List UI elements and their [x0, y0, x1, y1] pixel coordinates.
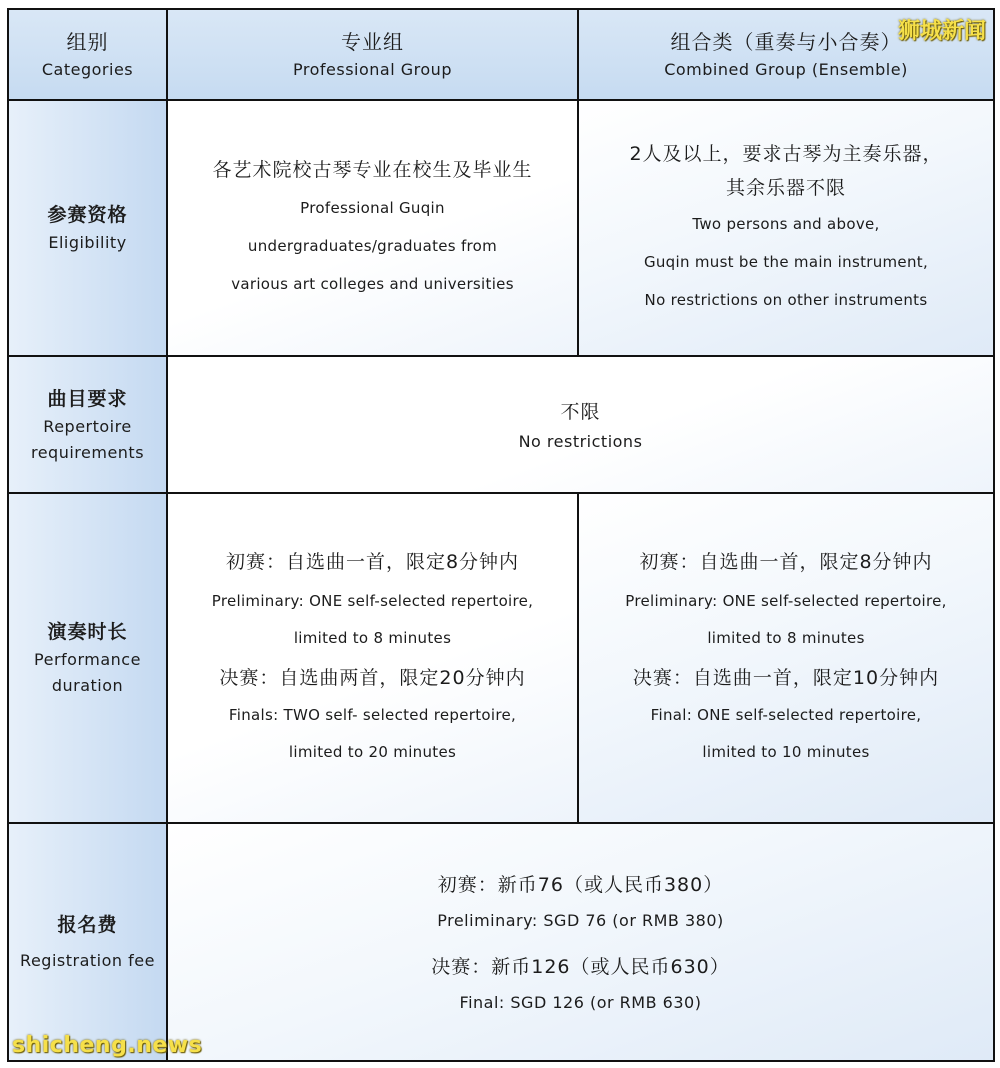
repertoire-value-cell	[167, 356, 994, 493]
duration-label-en-line: duration	[51, 676, 124, 695]
duration-combined-prelim-zh: 初赛：自选曲一首，限定8分钟内	[639, 551, 933, 573]
fee-label-cell	[8, 823, 167, 1061]
header-professional-zh: 专业组	[341, 29, 404, 54]
eligibility-combined-zh-line: 其余乐器不限	[725, 177, 846, 199]
fee-row	[8, 823, 994, 1061]
duration-professional-final-zh: 决赛：自选曲两首，限定20分钟内	[219, 667, 526, 689]
fee-prelim-en: Preliminary: SGD 76 (or RMB 380)	[437, 911, 724, 930]
fee-label-zh: 报名费	[57, 914, 118, 936]
eligibility-combined-en-line: Guqin must be the main instrument,	[643, 253, 929, 271]
header-categories-zh: 组别	[66, 29, 109, 54]
duration-combined-cell	[578, 493, 994, 823]
repertoire-label-cell	[8, 356, 167, 493]
fee-value-cell	[167, 823, 994, 1061]
header-combined-zh: 组合类（重奏与小合奏）	[670, 29, 902, 54]
fee-label-en: Registration fee	[20, 951, 155, 970]
fee-prelim-zh: 初赛：新币76（或人民币380）	[437, 874, 724, 896]
repertoire-value-zh: 不限	[560, 400, 601, 423]
eligibility-combined-en-line: No restrictions on other instruments	[644, 291, 928, 309]
eligibility-label-en: Eligibility	[48, 233, 127, 252]
duration-combined-prelim-en-line: limited to 8 minutes	[707, 629, 865, 647]
header-categories-en: Categories	[41, 59, 134, 79]
repertoire-label-en-line: Repertoire	[43, 416, 132, 436]
duration-professional-final-en-line: limited to 20 minutes	[288, 743, 457, 761]
duration-professional-prelim-zh: 初赛：自选曲一首，限定8分钟内	[225, 551, 520, 573]
duration-label-zh: 演奏时长	[47, 621, 128, 643]
duration-professional-prelim-en-line: Preliminary: ONE self-selected repertoire,	[211, 592, 534, 610]
watermark-top: 狮城新闻	[897, 19, 986, 44]
eligibility-combined-en-line: Two persons and above,	[692, 215, 880, 233]
eligibility-row	[8, 100, 994, 356]
watermark-bottom: shicheng.news	[12, 1033, 203, 1058]
duration-label-en-line: Performance	[34, 650, 141, 669]
eligibility-label-zh: 参赛资格	[47, 204, 128, 226]
duration-professional-prelim-en-line: limited to 8 minutes	[293, 629, 452, 647]
duration-combined-final-en-line: limited to 10 minutes	[702, 743, 870, 761]
eligibility-professional-en-line: undergraduates/graduates from	[247, 237, 498, 255]
eligibility-combined-cell	[578, 100, 994, 356]
duration-professional-cell	[167, 493, 578, 823]
eligibility-professional-cell	[167, 100, 578, 356]
fee-final-en: Final: SGD 126 (or RMB 630)	[459, 993, 702, 1012]
repertoire-label-en-line: requirements	[30, 442, 145, 462]
repertoire-row	[8, 356, 994, 493]
header-row	[8, 9, 994, 100]
repertoire-value-en: No restrictions	[518, 431, 643, 451]
duration-combined-prelim-en-line: Preliminary: ONE self-selected repertoire,	[625, 592, 947, 610]
eligibility-professional-zh: 各艺术院校古琴专业在校生及毕业生	[212, 159, 533, 181]
duration-combined-final-zh: 决赛：自选曲一首，限定10分钟内	[632, 667, 940, 689]
header-professional-en: Professional Group	[293, 59, 452, 79]
duration-combined-final-en-line: Final: ONE self-selected repertoire,	[650, 706, 922, 724]
header-categories-cell	[8, 9, 167, 100]
fee-final-zh: 决赛：新币126（或人民币630）	[431, 956, 730, 978]
eligibility-combined-zh-line: 2人及以上，要求古琴为主奏乐器，	[629, 143, 943, 165]
duration-row	[8, 493, 994, 823]
duration-professional-final-en-line: Finals: TWO self- selected repertoire,	[228, 706, 517, 724]
eligibility-professional-en-line: various art colleges and universities	[231, 275, 514, 293]
duration-label-cell	[8, 493, 167, 823]
repertoire-label-zh: 曲目要求	[47, 387, 128, 410]
eligibility-label-cell	[8, 100, 167, 356]
competition-info-table	[7, 8, 995, 1062]
header-combined-en: Combined Group (Ensemble)	[664, 59, 908, 79]
eligibility-professional-en-line: Professional Guqin	[300, 199, 445, 217]
header-professional-cell	[167, 9, 578, 100]
